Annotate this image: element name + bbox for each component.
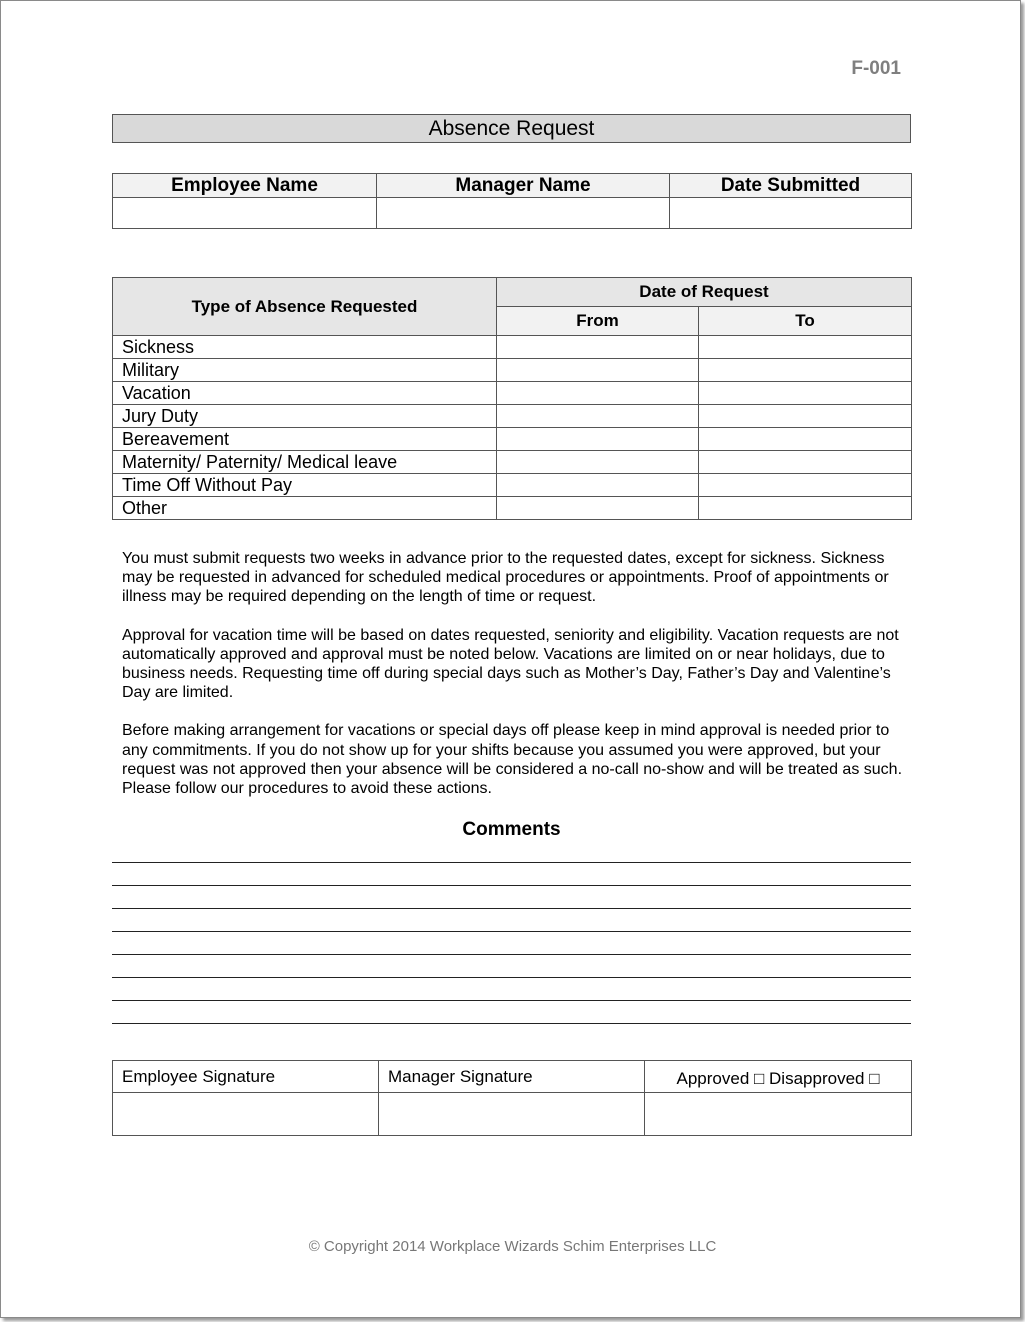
absence-type-label: Bereavement — [113, 428, 497, 451]
employee-signature-label: Employee Signature — [113, 1061, 379, 1093]
comment-line[interactable] — [112, 862, 911, 863]
manager-name-header: Manager Name — [377, 174, 670, 198]
form-title: Absence Request — [112, 114, 911, 143]
comment-line[interactable] — [112, 977, 911, 978]
comment-line[interactable] — [112, 1023, 911, 1024]
copyright-notice: © Copyright 2014 Workplace Wizards Schim Enterprises LLC — [308, 1238, 717, 1255]
from-date-field[interactable] — [497, 382, 699, 405]
absence-type-label: Time Off Without Pay — [113, 474, 497, 497]
from-date-field[interactable] — [497, 359, 699, 382]
policy-paragraph: You must submit requests two weeks in advance prior to the requested dates, except for sickness. Sickness may be requested in advanced for scheduled medical procedures or appointments. Proof of appointments or illness may be required depending on the length of time or request. — [122, 550, 889, 606]
absence-row-military — [113, 359, 912, 382]
absence-type-label: Maternity/ Paternity/ Medical leave — [113, 451, 497, 474]
absence-type-label: Jury Duty — [113, 405, 497, 428]
date-of-request-header: Date of Request — [497, 278, 912, 307]
approved-checkbox[interactable]: □ — [754, 1068, 765, 1088]
disapproved-label: Disapproved — [769, 1068, 865, 1088]
to-date-field[interactable] — [699, 336, 912, 359]
absence-type-label: Vacation — [113, 382, 497, 405]
absence-row-jury-duty — [113, 405, 912, 428]
to-date-field[interactable] — [699, 474, 912, 497]
to-header: To — [699, 307, 912, 336]
comment-line[interactable] — [112, 954, 911, 955]
absence-row-other — [113, 497, 912, 520]
employee-name-field[interactable] — [113, 198, 377, 229]
from-date-field[interactable] — [497, 451, 699, 474]
date-submitted-field[interactable] — [670, 198, 912, 229]
employee-name-header: Employee Name — [113, 174, 377, 198]
comment-line[interactable] — [112, 885, 911, 886]
manager-signature-field[interactable] — [379, 1093, 645, 1136]
absence-type-label: Military — [113, 359, 497, 382]
from-date-field[interactable] — [497, 497, 699, 520]
absence-row-medical-leave — [113, 451, 912, 474]
manager-signature-label: Manager Signature — [379, 1061, 645, 1093]
comment-line[interactable] — [112, 1000, 911, 1001]
comment-line[interactable] — [112, 931, 911, 932]
absence-row-sickness — [113, 336, 912, 359]
approval-status — [645, 1061, 912, 1093]
from-header: From — [497, 307, 699, 336]
employee-info-table — [112, 173, 912, 229]
approved-label: Approved — [676, 1068, 750, 1088]
form-code: F-001 — [851, 58, 901, 79]
absence-type-label: Sickness — [113, 336, 497, 359]
type-of-absence-header: Type of Absence Requested — [113, 278, 497, 336]
to-date-field[interactable] — [699, 359, 912, 382]
absence-row-bereavement — [113, 428, 912, 451]
policy-paragraph: Before making arrangement for vacations or special days off please keep in mind approval is needed prior to any commitments. If you do not show up for your shifts because you assumed you were approved, but your request was not approved then your absence will be considered a no-call no-show and will be treated as such. Please follow our procedures to avoid these actions. — [122, 722, 903, 798]
from-date-field[interactable] — [497, 428, 699, 451]
policy-paragraph: Approval for vacation time will be based on dates requested, seniority and eligibility. Vacation requests are not automatically approved and approval must be noted below. Vacations are limited on or near holidays, due to business needs. Requesting time off during special days such as Mother’s Day, Father’s Day and Valentine’s Day are limited. — [122, 626, 899, 702]
absence-row-vacation — [113, 382, 912, 405]
comments-title: Comments — [462, 819, 561, 840]
policy-text — [122, 549, 907, 817]
from-date-field[interactable] — [497, 474, 699, 497]
employee-signature-field[interactable] — [113, 1093, 379, 1136]
absence-row-time-off-without-pay — [113, 474, 912, 497]
absence-type-label: Other — [113, 497, 497, 520]
approval-field[interactable] — [645, 1093, 912, 1136]
absence-type-table — [112, 277, 912, 520]
signature-table — [112, 1060, 912, 1136]
from-date-field[interactable] — [497, 405, 699, 428]
to-date-field[interactable] — [699, 405, 912, 428]
date-submitted-header: Date Submitted — [670, 174, 912, 198]
from-date-field[interactable] — [497, 336, 699, 359]
comment-line[interactable] — [112, 908, 911, 909]
to-date-field[interactable] — [699, 428, 912, 451]
to-date-field[interactable] — [699, 497, 912, 520]
to-date-field[interactable] — [699, 451, 912, 474]
to-date-field[interactable] — [699, 382, 912, 405]
manager-name-field[interactable] — [377, 198, 670, 229]
disapproved-checkbox[interactable]: □ — [869, 1068, 880, 1088]
